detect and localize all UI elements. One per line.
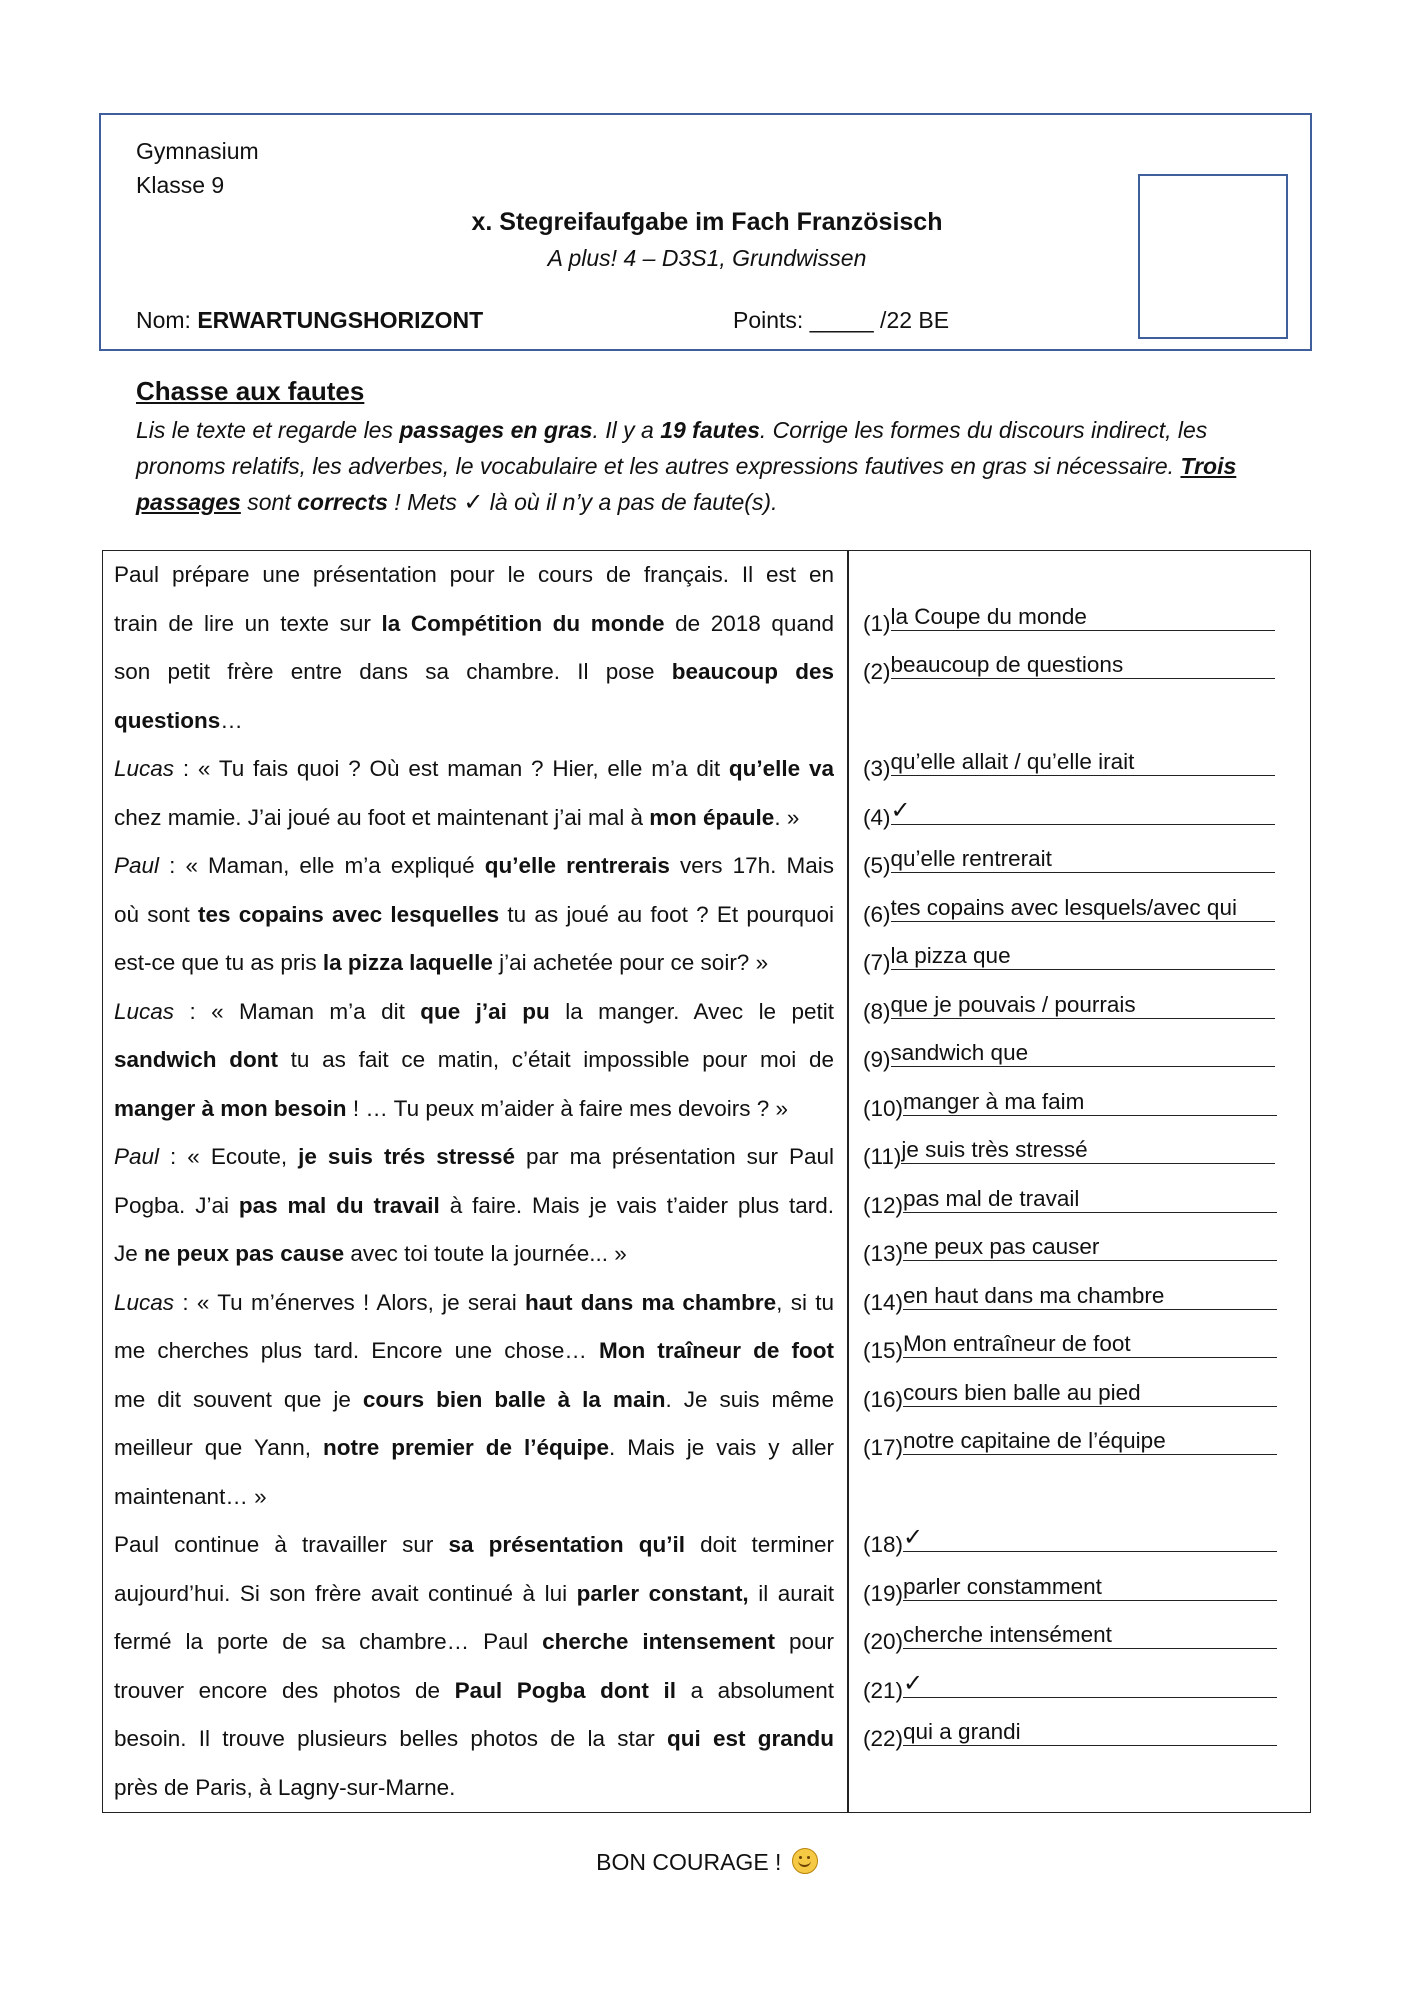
answer-text: qu’elle rentrerait xyxy=(891,846,1275,873)
answer-row xyxy=(863,1715,1303,1764)
bold-passage: Mon traîneur de foot xyxy=(598,1338,834,1363)
answer-row xyxy=(863,648,1303,697)
school-label: Gymnasium xyxy=(136,138,259,164)
text-line xyxy=(114,794,834,843)
answer-row xyxy=(863,745,1303,794)
instr-text: . Il y a xyxy=(592,417,661,443)
text-segment: fermé la porte de sa chambre… Paul xyxy=(114,1629,543,1654)
answer-row xyxy=(863,1570,1303,1619)
text-segment: la manger. Avec le petit xyxy=(549,998,834,1024)
exercise-table xyxy=(102,550,1311,1813)
grade-label: Klasse 9 xyxy=(136,172,225,198)
answer-text: cours bien balle au pied xyxy=(903,1380,1277,1407)
text-line xyxy=(114,600,834,649)
text-line xyxy=(114,939,834,988)
name-label: Nom: xyxy=(136,307,198,333)
answer-number: (14) xyxy=(863,1289,904,1315)
text-segment: doit terminer xyxy=(684,1532,834,1557)
text-segment: . Je suis même xyxy=(665,1386,834,1412)
text-segment: tu as joué au foot ? Et pourquoi xyxy=(499,901,834,927)
answer-row xyxy=(863,794,1303,843)
answer-row xyxy=(863,1327,1303,1376)
answer-row xyxy=(863,939,1303,988)
speaker-name: Lucas xyxy=(114,998,175,1024)
answer-number: (6) xyxy=(863,901,891,927)
bold-passage: qui est grandu xyxy=(666,1726,834,1751)
text-line xyxy=(114,648,834,697)
text-line xyxy=(114,745,834,794)
name-field xyxy=(136,305,483,335)
text-segment: besoin. Il trouve plusieurs belles photos de la star xyxy=(114,1726,667,1751)
answer-row xyxy=(863,1133,1303,1182)
answer-number: (2) xyxy=(863,659,891,684)
speaker-name: Lucas xyxy=(114,1289,175,1315)
text-line xyxy=(114,1376,834,1425)
text-line xyxy=(114,1715,834,1764)
bold-passage: sandwich dont xyxy=(114,1047,278,1072)
answer-text: ne peux pas causer xyxy=(903,1234,1277,1261)
instr-text: Lis le texte et regarde les xyxy=(136,417,400,443)
answer-number: (1) xyxy=(863,610,891,636)
text-segment: vers 17h. Mais xyxy=(669,853,834,878)
answer-row xyxy=(863,1764,1303,1813)
instr-bold-underline: passages xyxy=(136,489,241,515)
text-line xyxy=(114,1036,834,1085)
name-value: ERWARTUNGSHORIZONT xyxy=(197,307,484,333)
answer-text: cherche intensément xyxy=(903,1622,1277,1649)
answer-row xyxy=(863,1085,1303,1134)
text-segment: il aurait xyxy=(748,1580,834,1606)
text-segment: à faire. Mais je vais t’aider plus tard. xyxy=(439,1192,834,1218)
column-divider xyxy=(847,551,849,1812)
text-segment: . Mais je vais y aller xyxy=(609,1435,834,1460)
smiley-icon xyxy=(792,1848,818,1874)
bold-passage: que j’ai pu xyxy=(420,998,550,1024)
answer-row xyxy=(863,842,1303,891)
answer-number: (18) xyxy=(863,1532,904,1557)
bold-passage: parler constant, xyxy=(576,1580,749,1606)
answer-text: qu’elle allait / qu’elle irait xyxy=(891,749,1275,776)
check-icon: ✓ xyxy=(891,798,1275,825)
text-line xyxy=(114,1133,834,1182)
answer-text: manger à ma faim xyxy=(903,1089,1277,1116)
text-segment: par ma présentation sur Paul xyxy=(515,1144,834,1169)
speaker-name: Paul xyxy=(114,1144,160,1169)
check-icon: ✓ xyxy=(903,1525,1277,1552)
text-segment: a absolument xyxy=(675,1677,834,1703)
text-segment: Pogba. J’ai xyxy=(114,1192,239,1218)
score-box xyxy=(1138,174,1288,339)
answer-row xyxy=(863,1667,1303,1716)
instructions xyxy=(136,412,1276,521)
check-icon: ✓ xyxy=(903,1671,1277,1698)
answer-text: que je pouvais / pourrais xyxy=(891,992,1275,1019)
answer-text: je suis très stressé xyxy=(901,1137,1275,1164)
text-segment: son petit frère entre dans sa chambre. Il pose xyxy=(114,659,672,684)
answer-row xyxy=(863,551,1303,600)
text-line xyxy=(114,1473,834,1522)
text-segment: : « Maman, elle m’a expliqué xyxy=(159,853,485,878)
text-segment: meilleur que Yann, xyxy=(114,1435,323,1460)
text-line xyxy=(114,1521,834,1570)
answer-row xyxy=(863,1279,1303,1328)
page-title: x. Stegreifaufgabe im Fach Französisch xyxy=(471,208,943,236)
bold-passage: cherche intensement xyxy=(542,1629,775,1654)
bold-passage: manger à mon besoin xyxy=(114,1095,347,1121)
bold-passage: sa présentation qu’il xyxy=(448,1532,685,1557)
text-segment: avec toi toute la journée... » xyxy=(344,1241,627,1266)
answer-row xyxy=(863,1618,1303,1667)
answer-text: notre capitaine de l’équipe xyxy=(903,1428,1277,1455)
text-segment: ! … Tu peux m’aider à faire mes devoirs ? » xyxy=(346,1095,789,1121)
answer-row xyxy=(863,1230,1303,1279)
text-segment: Paul continue à travailler sur xyxy=(114,1532,449,1557)
answer-text: la Coupe du monde xyxy=(891,604,1275,631)
bold-passage: Paul Pogba dont il xyxy=(454,1677,676,1703)
bold-passage: qu’elle va xyxy=(728,756,834,781)
answer-row xyxy=(863,1182,1303,1231)
text-segment: où sont xyxy=(114,901,199,927)
answer-number: (12) xyxy=(863,1192,904,1218)
instr-bold-underline: Trois xyxy=(1180,453,1237,479)
text-line xyxy=(114,891,834,940)
answer-row xyxy=(863,1376,1303,1425)
instr-bold: corrects xyxy=(297,489,388,515)
footer xyxy=(0,1848,1414,1876)
section-heading: Chasse aux fautes xyxy=(136,376,365,406)
answer-text: qui a grandi xyxy=(903,1719,1277,1746)
answer-row xyxy=(863,1473,1303,1522)
answer-row xyxy=(863,1424,1303,1473)
points-field: Points: _____ /22 BE xyxy=(733,307,950,333)
answer-text: beaucoup de questions xyxy=(891,652,1275,679)
text-line xyxy=(114,1570,834,1619)
bold-passage: notre premier de l’équipe xyxy=(323,1435,610,1460)
speaker-name: Lucas xyxy=(114,756,175,781)
bold-passage: ne peux pas cause xyxy=(144,1241,345,1266)
answer-text: en haut dans ma chambre xyxy=(903,1283,1277,1310)
text-line xyxy=(114,1618,834,1667)
bold-passage: haut dans ma chambre xyxy=(524,1289,777,1315)
check-icon: ✓ xyxy=(463,489,484,516)
text-segment: j’ai achetée pour ce soir? » xyxy=(492,950,769,975)
text-segment: : « Ecoute, xyxy=(159,1144,299,1169)
text-segment: maintenant… » xyxy=(114,1483,267,1509)
instr-text: . Corrige les formes du discours indirect, les pronoms relatifs, les adverbes, le vocabulaire et les autres expressions fautives en gras si nécessaire. xyxy=(136,417,1208,479)
bold-passage: qu’elle rentrerais xyxy=(484,853,670,878)
text-line xyxy=(114,1085,834,1134)
bold-passage: mon épaule xyxy=(649,804,775,830)
answer-number: (19) xyxy=(863,1580,904,1606)
text-segment: : « Maman m’a dit xyxy=(174,998,421,1024)
bold-passage: cours bien balle à la main xyxy=(362,1386,666,1412)
text-line xyxy=(114,1424,834,1473)
text-segment: de 2018 quand xyxy=(664,610,834,636)
text-line xyxy=(114,1182,834,1231)
answer-number: (8) xyxy=(863,998,891,1024)
text-segment: , si tu xyxy=(776,1289,834,1315)
instr-bold: passages en gras xyxy=(399,417,593,443)
text-line xyxy=(114,1230,834,1279)
answer-text: pas mal de travail xyxy=(903,1186,1277,1213)
instr-text: ! Mets xyxy=(387,489,464,515)
text-segment: train de lire un texte sur xyxy=(114,610,382,636)
text-segment: : « Tu m’énerves ! Alors, je serai xyxy=(174,1289,525,1315)
answer-row xyxy=(863,988,1303,1037)
text-segment: près de Paris, à Lagny-sur-Marne. xyxy=(114,1774,456,1800)
text-segment: Paul prépare une présentation pour le cours de français. Il est en xyxy=(114,562,834,587)
text-segment: aujourd’hui. Si son frère avait continué à lui xyxy=(114,1580,577,1606)
answer-number: (4) xyxy=(863,804,891,830)
answer-row xyxy=(863,891,1303,940)
instr-text: sont xyxy=(240,489,298,515)
answer-number: (7) xyxy=(863,950,891,975)
answer-number: (11) xyxy=(863,1144,902,1169)
text-segment: . » xyxy=(774,804,800,830)
text-line xyxy=(114,842,834,891)
page-subtitle: A plus! 4 – D3S1, Grundwissen xyxy=(547,245,867,271)
bold-passage: la Compétition du monde xyxy=(381,610,665,636)
answer-text: Mon entraîneur de foot xyxy=(903,1331,1277,1358)
speaker-name: Paul xyxy=(114,853,160,878)
answer-row xyxy=(863,1036,1303,1085)
text-segment: trouver encore des photos de xyxy=(114,1677,455,1703)
text-segment: tu as fait ce matin, c’était impossible pour moi de xyxy=(277,1047,834,1072)
bold-passage: la pizza laquelle xyxy=(322,950,493,975)
footer-text: BON COURAGE ! xyxy=(596,1849,788,1875)
answer-number: (16) xyxy=(863,1386,904,1412)
bold-passage: beaucoup des xyxy=(671,659,834,684)
text-column xyxy=(114,551,834,1812)
answer-number: (20) xyxy=(863,1629,904,1654)
answer-number: (13) xyxy=(863,1241,904,1266)
text-segment: me dit souvent que je xyxy=(114,1386,363,1412)
bold-passage: questions xyxy=(114,707,221,733)
answer-row xyxy=(863,1521,1303,1570)
text-segment: pour xyxy=(774,1629,834,1654)
answer-row xyxy=(863,697,1303,746)
text-segment: me cherches plus tard. Encore une chose… xyxy=(114,1338,599,1363)
bold-passage: pas mal du travail xyxy=(238,1192,440,1218)
answer-text: la pizza que xyxy=(891,943,1275,970)
answer-row xyxy=(863,600,1303,649)
text-line xyxy=(114,697,834,746)
text-segment: chez mamie. J’ai joué au foot et maintenant j’ai mal à xyxy=(114,804,650,830)
text-line xyxy=(114,1764,834,1813)
text-segment: est-ce que tu as pris xyxy=(114,950,323,975)
answer-number: (22) xyxy=(863,1726,904,1751)
text-line xyxy=(114,1667,834,1716)
text-line xyxy=(114,1279,834,1328)
answer-number: (10) xyxy=(863,1095,904,1121)
answer-number: (17) xyxy=(863,1435,904,1460)
answers-column xyxy=(863,551,1303,1812)
answer-number: (9) xyxy=(863,1047,891,1072)
text-line xyxy=(114,988,834,1037)
answer-text: sandwich que xyxy=(891,1040,1275,1067)
text-segment: … xyxy=(220,707,243,733)
text-segment: : « Tu fais quoi ? Où est maman ? Hier, elle m’a dit xyxy=(174,756,729,781)
text-line xyxy=(114,551,834,600)
answer-number: (21) xyxy=(863,1677,904,1703)
text-segment: Je xyxy=(114,1241,145,1266)
text-line xyxy=(114,1327,834,1376)
instr-text: là où il n’y a pas de faute(s). xyxy=(483,489,778,515)
answer-number: (15) xyxy=(863,1338,904,1363)
answer-number: (3) xyxy=(863,756,891,781)
bold-passage: je suis trés stressé xyxy=(298,1144,516,1169)
answer-text: parler constamment xyxy=(903,1574,1277,1601)
instr-bold: 19 fautes xyxy=(660,417,760,443)
bold-passage: tes copains avec lesquelles xyxy=(198,901,500,927)
answer-text: tes copains avec lesquels/avec qui xyxy=(891,895,1275,922)
answer-number: (5) xyxy=(863,853,891,878)
